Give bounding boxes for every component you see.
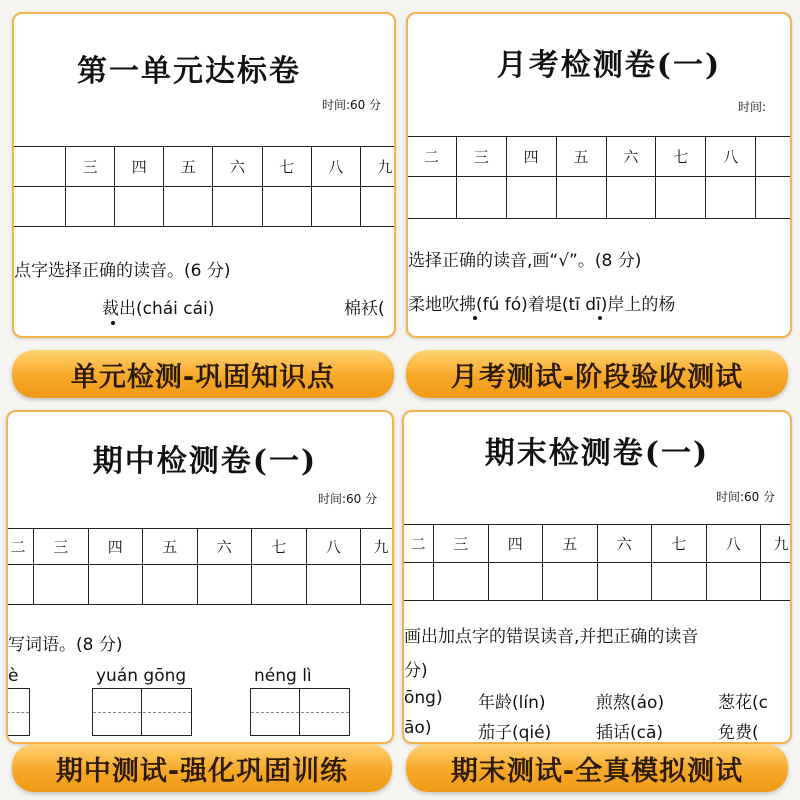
word-item: 茄子(qié) xyxy=(478,723,552,743)
word-item: 煎熬(áo) xyxy=(596,693,665,713)
word-item: ōng) xyxy=(404,688,443,708)
question-line: 画出加点字的错误读音,并把正确的读音 xyxy=(404,627,699,647)
score-header-cell: 七 xyxy=(252,529,307,565)
time-label: 时间:60 分 xyxy=(322,98,382,112)
panel-monthly-test xyxy=(406,12,792,338)
score-header-cell: 六 xyxy=(197,529,252,565)
score-header-cell: 四 xyxy=(506,137,556,177)
score-table xyxy=(6,528,394,605)
word-item: 插话(cā) xyxy=(596,723,664,743)
score-table xyxy=(406,136,792,219)
score-header-cell: 三 xyxy=(434,525,489,563)
score-header-cell: 八 xyxy=(311,147,360,187)
panel-title: 期中检测卷(一) xyxy=(92,444,318,479)
question-line: 写词语。(8 分) xyxy=(8,635,123,655)
pinyin-label: yuán gōng xyxy=(96,666,187,686)
question-line: 选择正确的读音,画“√”。(8 分) xyxy=(408,251,642,271)
word-item: 柔地吹拂(fú fó)着堤(tī dī)岸上的杨 xyxy=(408,295,676,315)
pinyin-label: è xyxy=(8,666,19,686)
score-header-cell: 四 xyxy=(115,147,164,187)
score-header-cell: 六 xyxy=(213,147,262,187)
score-header-cell: 九 xyxy=(361,529,395,565)
score-header-cell: 六 xyxy=(597,525,652,563)
word-item: āo) xyxy=(404,718,432,738)
score-header-cell: 八 xyxy=(706,525,761,563)
pinyin-label: néng lì xyxy=(254,666,312,686)
score-header-cell: 五 xyxy=(164,147,213,187)
emphasis-dot xyxy=(473,316,477,320)
word-item: 裁出(chái cái) xyxy=(102,299,215,319)
score-header-cell: 八 xyxy=(706,137,756,177)
time-label: 时间: xyxy=(738,100,767,114)
banner-unit: 单元检测-巩固知识点 xyxy=(12,350,394,398)
writing-grid xyxy=(250,688,350,736)
question-line: 分) xyxy=(404,661,428,681)
writing-grid xyxy=(6,688,30,736)
score-header-cell: 六 xyxy=(606,137,656,177)
score-header-cell: 三 xyxy=(34,529,89,565)
score-header-cell: 八 xyxy=(306,529,361,565)
score-header-cell: 七 xyxy=(262,147,311,187)
word-item: 年龄(lín) xyxy=(478,693,546,713)
panel-unit-test xyxy=(12,12,396,338)
panel-title: 月考检测卷(一) xyxy=(496,48,722,83)
score-header-cell: 七 xyxy=(656,137,706,177)
banner-final: 期末测试-全真模拟测试 xyxy=(406,744,788,792)
time-label: 时间:60 分 xyxy=(318,492,378,506)
question-line: 点字选择正确的读音。(6 分) xyxy=(14,261,231,281)
score-header-cell: 二 xyxy=(403,525,434,563)
panel-final-test xyxy=(402,410,792,744)
emphasis-dot xyxy=(111,321,115,325)
score-header-cell: 五 xyxy=(543,525,598,563)
time-label: 时间:60 分 xyxy=(716,490,776,504)
score-header-cell: 七 xyxy=(652,525,707,563)
score-header-cell: 二 xyxy=(407,137,457,177)
word-item: 葱花(c xyxy=(718,693,768,713)
score-header-cell: 五 xyxy=(143,529,198,565)
score-header-cell: 三 xyxy=(456,137,506,177)
score-header-cell: 九 xyxy=(761,525,793,563)
emphasis-dot xyxy=(598,316,602,320)
word-item: 棉袄( xyxy=(344,299,385,319)
score-header-cell: 四 xyxy=(88,529,143,565)
score-header-cell: 三 xyxy=(66,147,115,187)
panel-title: 期末检测卷(一) xyxy=(484,436,710,471)
panel-title: 第一单元达标卷 xyxy=(77,54,301,89)
score-header-cell: 二 xyxy=(6,529,34,565)
score-header-cell: 四 xyxy=(488,525,543,563)
score-table xyxy=(402,524,792,601)
score-header-cell: 九 xyxy=(360,147,396,187)
writing-grid xyxy=(92,688,192,736)
banner-midterm: 期中测试-强化巩固训练 xyxy=(12,744,392,792)
panel-midterm-test xyxy=(6,410,394,744)
banner-monthly: 月考测试-阶段验收测试 xyxy=(406,350,788,398)
word-item: 免费( xyxy=(718,723,759,743)
score-header-cell: 五 xyxy=(556,137,606,177)
score-table xyxy=(12,146,396,227)
